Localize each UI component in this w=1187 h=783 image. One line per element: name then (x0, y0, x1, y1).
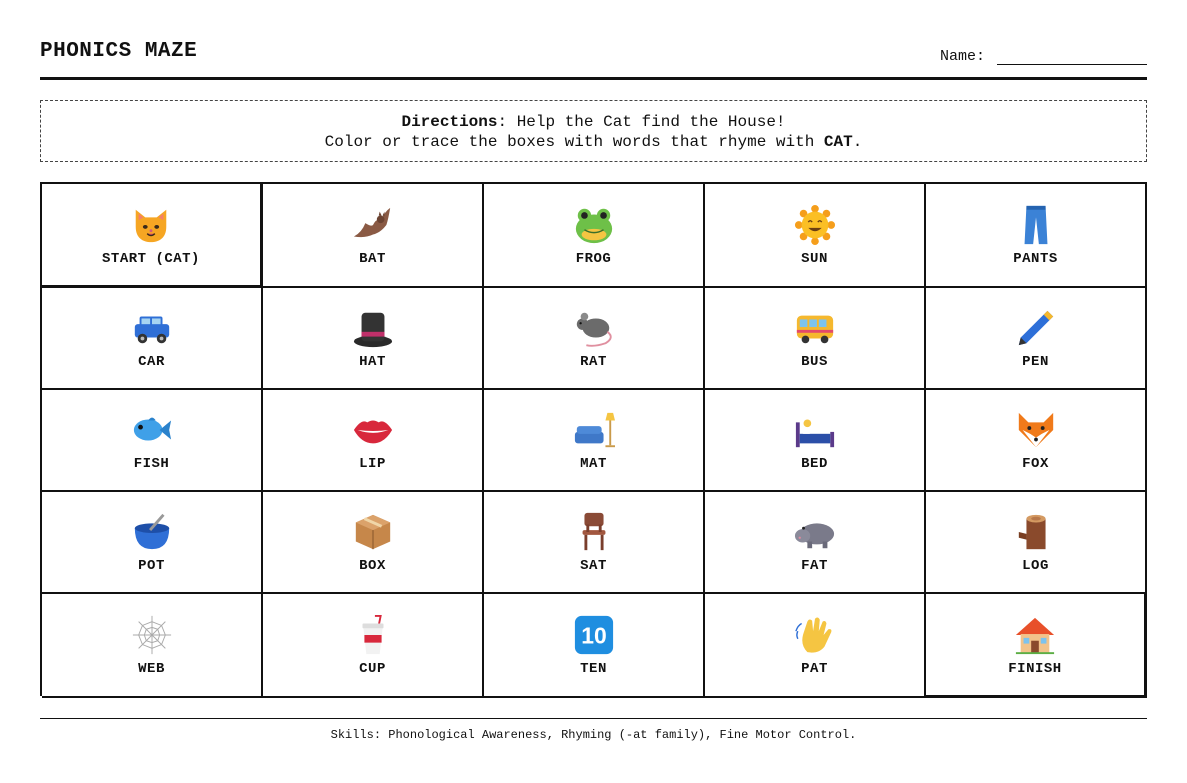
sun-with-face-icon (793, 203, 837, 247)
cell-label: MAT (580, 456, 607, 472)
couch-and-lamp-icon (572, 408, 616, 452)
cell-label: PAT (801, 661, 828, 677)
cell-label: PANTS (1013, 251, 1058, 267)
svg-text:10: 10 (580, 622, 607, 649)
cell-label: TEN (580, 661, 607, 677)
bus-icon (793, 306, 837, 350)
maze-cell[interactable] (926, 184, 1147, 288)
maze-cell[interactable] (926, 288, 1147, 390)
cell-label: BUS (801, 354, 828, 370)
package-icon (351, 510, 395, 554)
maze-cell[interactable] (484, 492, 705, 594)
maze-cell[interactable] (705, 492, 926, 594)
maze-grid (40, 182, 1147, 696)
bat-icon (351, 203, 395, 247)
cell-label: CAR (138, 354, 165, 370)
bed-icon (793, 408, 837, 452)
worksheet-title: PHONICS MAZE (40, 40, 198, 63)
hippo-icon (793, 510, 837, 554)
pen-icon (1014, 306, 1058, 350)
spider-web-icon (130, 613, 174, 657)
maze-cell[interactable] (42, 492, 263, 594)
chair-icon (572, 510, 616, 554)
maze-cell[interactable] (705, 184, 926, 288)
footer-divider (40, 718, 1147, 719)
cup-with-straw-icon (351, 613, 395, 657)
cell-label: FAT (801, 558, 828, 574)
cell-label: FOX (1022, 456, 1049, 472)
cell-label: FINISH (1008, 660, 1062, 677)
waving-hand-icon (793, 613, 837, 657)
maze-cell[interactable] (263, 492, 484, 594)
maze-cell[interactable] (705, 594, 926, 698)
maze-cell[interactable] (484, 288, 705, 390)
cell-label: WEB (138, 661, 165, 677)
wood-log-icon (1014, 510, 1058, 554)
maze-cell[interactable] (926, 390, 1147, 492)
worksheet-header (40, 38, 1147, 80)
maze-cell[interactable] (42, 288, 263, 390)
maze-cell[interactable] (263, 594, 484, 698)
cell-label: PEN (1022, 354, 1049, 370)
maze-cell[interactable] (42, 594, 263, 698)
jeep-icon (130, 306, 174, 350)
cell-label: BAT (359, 251, 386, 267)
cell-label: CUP (359, 661, 386, 677)
maze-cell[interactable] (926, 492, 1147, 594)
directions-box (40, 100, 1147, 162)
cat-face-icon (129, 203, 173, 247)
cell-label: LOG (1022, 558, 1049, 574)
name-field (940, 48, 1147, 65)
keycap-ten-icon (572, 613, 616, 657)
directions-label: Directions (401, 113, 498, 131)
cell-label: FROG (575, 251, 612, 267)
rat-icon (572, 306, 616, 350)
cell-label: BED (801, 456, 828, 472)
lips-icon (351, 408, 395, 452)
maze-cell[interactable] (263, 288, 484, 390)
jeans-icon (1014, 203, 1058, 247)
cell-label: BOX (359, 558, 386, 574)
directions-line-2: Color or trace the boxes with words that rhyme with CAT. (324, 133, 863, 151)
maze-cell[interactable] (705, 390, 926, 492)
pot-icon (130, 510, 174, 554)
fish-icon (130, 408, 174, 452)
cell-label: SUN (801, 251, 828, 267)
name-label: Name: (939, 48, 985, 65)
house-icon (1013, 613, 1057, 657)
maze-cell-start[interactable] (42, 184, 263, 288)
cell-label: LIP (359, 456, 386, 472)
maze-cell[interactable] (263, 390, 484, 492)
name-blank-line[interactable] (997, 51, 1147, 65)
cell-label: FISH (133, 456, 170, 472)
frog-icon (572, 203, 616, 247)
cell-label: RAT (580, 354, 607, 370)
directions-line-1: Directions: Help the Cat find the House! (401, 113, 786, 131)
maze-cell[interactable] (484, 594, 705, 698)
maze-cell[interactable] (42, 390, 263, 492)
cell-label: HAT (359, 354, 386, 370)
cell-label: POT (138, 558, 165, 574)
maze-cell[interactable] (484, 184, 705, 288)
skills-footer: Skills: Phonological Awareness, Rhyming (-at family), Fine Motor Control. (330, 728, 857, 742)
cell-label: START (CAT) (102, 250, 200, 267)
cell-label: SAT (580, 558, 607, 574)
maze-cell[interactable] (705, 288, 926, 390)
maze-cell[interactable] (484, 390, 705, 492)
maze-cell-finish[interactable] (926, 594, 1147, 698)
target-word: CAT (823, 133, 853, 151)
fox-icon (1014, 408, 1058, 452)
top-hat-icon (351, 306, 395, 350)
maze-cell[interactable] (263, 184, 484, 288)
